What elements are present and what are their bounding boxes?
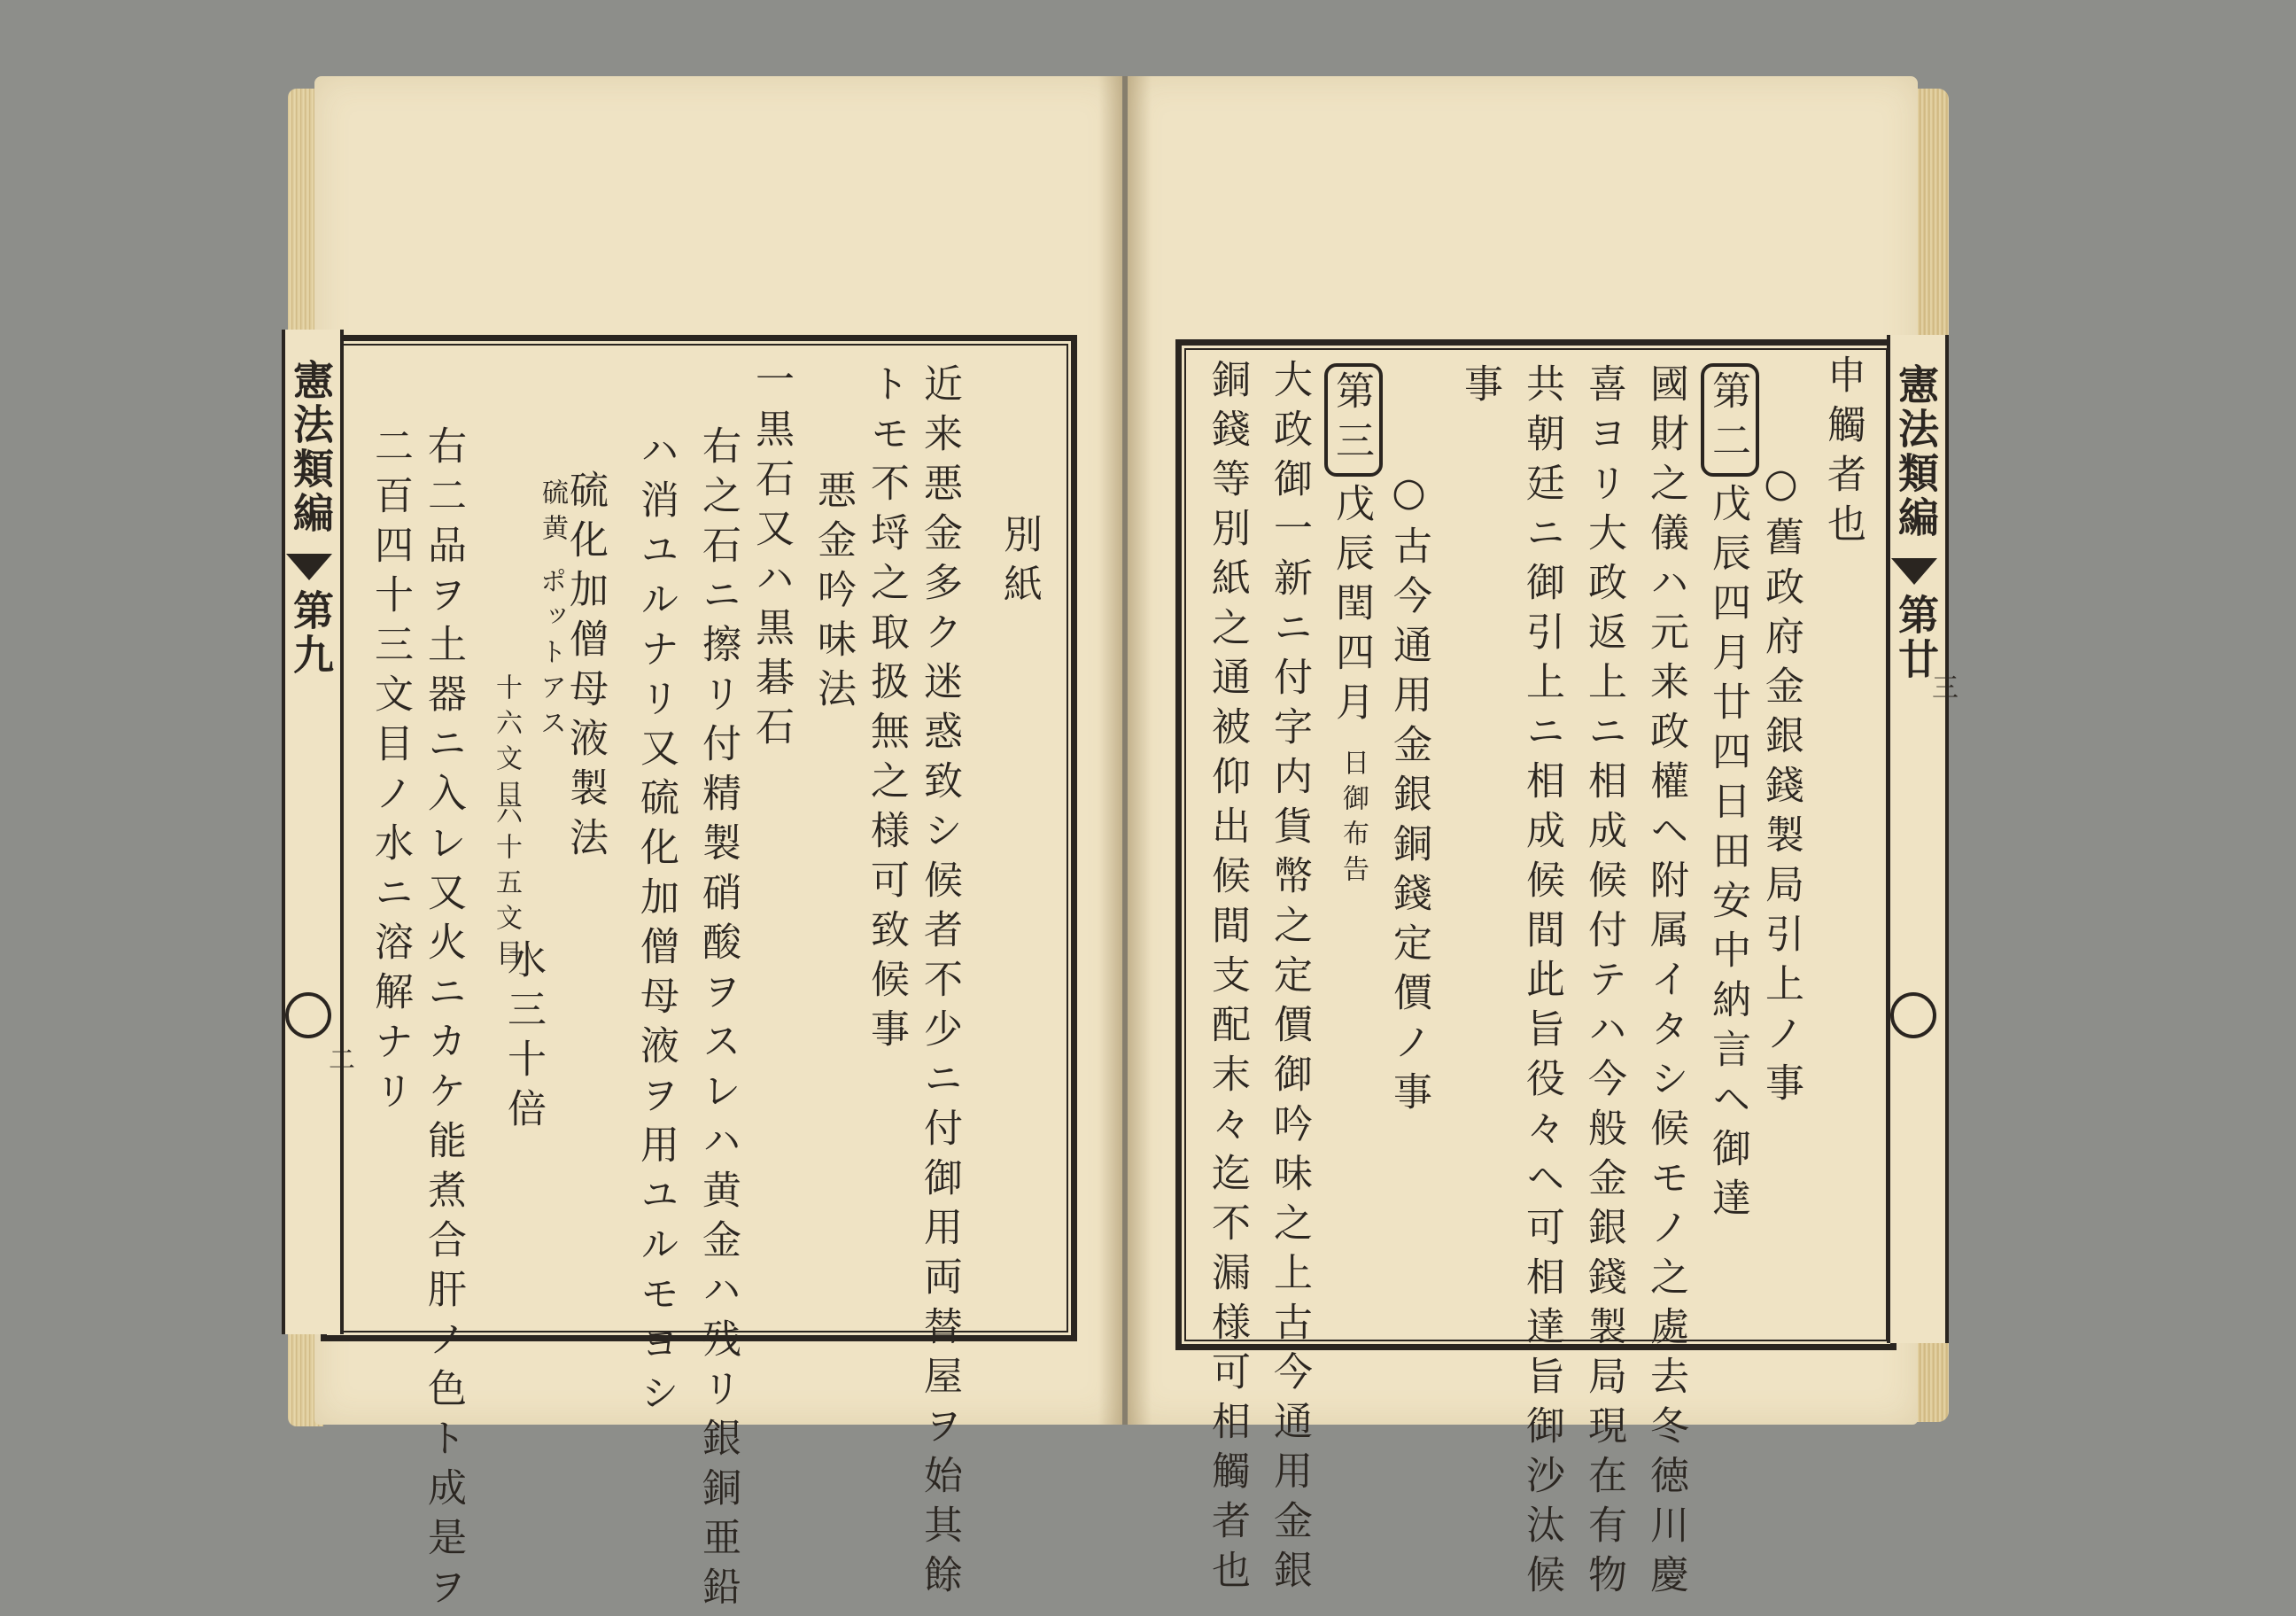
text-column: 銅錢等別紙之通被仰出候間支配末々迄不漏様可相觸者也 [1205,359,1250,1599]
text-column: 右之石ニ擦リ付精製硝酸ヲスレハ黄金ハ残リ銀銅亜鉛 [695,425,741,1616]
text-column: ○舊政府金銀錢製局引上ノ事 [1758,461,1803,1112]
text-column: 日御布告 [1338,749,1369,890]
small-note: ポットアス [535,567,566,744]
text-column: 戊辰四月廿四日田安中納言ヘ御達 [1705,483,1750,1227]
text-column: 申觸者也 [1820,354,1866,553]
text-column: トモ不埒之取扱無之様可致候事 [864,363,909,1058]
text-column: 右二品ヲ土器ニ入レ又火ニカケ能煮合肝ノ色ト成是ヲ [421,425,466,1616]
text-column: 國財之儀ハ元来政權ヘ附属イタシ候モノ之處去冬徳川慶 [1643,363,1688,1604]
right-fold-title: 憲法類編 [1892,363,1940,540]
section-number: 第三 [1329,370,1374,470]
text-column: 別紙 [997,514,1042,613]
text-column: 大政御一新ニ付字内貨幣之定價御吟味之上古今通用金銀 [1267,359,1312,1599]
fold-circle-icon [1890,992,1936,1038]
fold-triangle-icon [286,554,332,580]
left-fold-title: 憲法類編 [287,359,335,536]
right-page-number: 三 [1927,673,1958,700]
text-column: 硫化加僧母液製法 [562,470,608,866]
fold-circle-icon [285,992,331,1038]
text-column: 喜ヨリ大政返上ニ相成候付テハ今般金銀錢製局現在有物 [1581,363,1626,1604]
text-column: ○古今通用金銀銅錢定價ノ事 [1386,470,1431,1121]
book-gutter [1098,76,1152,1425]
section-number: 第二 [1705,370,1750,470]
text-column: 近来悪金多ク迷惑致シ候者不少ニ付御用両替屋ヲ始其餘 [917,363,962,1604]
small-note: 六十五文目 [491,797,522,975]
text-column: 二百四十三文目ノ水ニ溶解ナリ [368,425,413,1120]
text-column: 一黒石又ハ黒碁石 [749,359,794,756]
right-fold-section: 第廿 [1892,594,1940,682]
text-column: 共朝廷ニ御引上ニ相成候間此旨役々ヘ可相達旨御沙汰候 [1519,363,1564,1604]
text-column: 戊辰閏四月 [1329,483,1374,731]
fold-triangle-icon [1891,558,1937,585]
text-column: 事 [1457,363,1502,413]
small-note: 硫黄 [537,478,568,549]
left-page-number: 二 [323,1045,354,1072]
left-fold-section: 第九 [287,589,335,678]
text-column: ハ消ユルナリ又硫化加僧母液ヲ用ユルモヨシ [633,430,679,1422]
water-note: 水三十倍 [500,939,546,1138]
text-column: 悪金吟味法 [811,470,856,718]
small-note: 十六文目 [491,673,522,815]
